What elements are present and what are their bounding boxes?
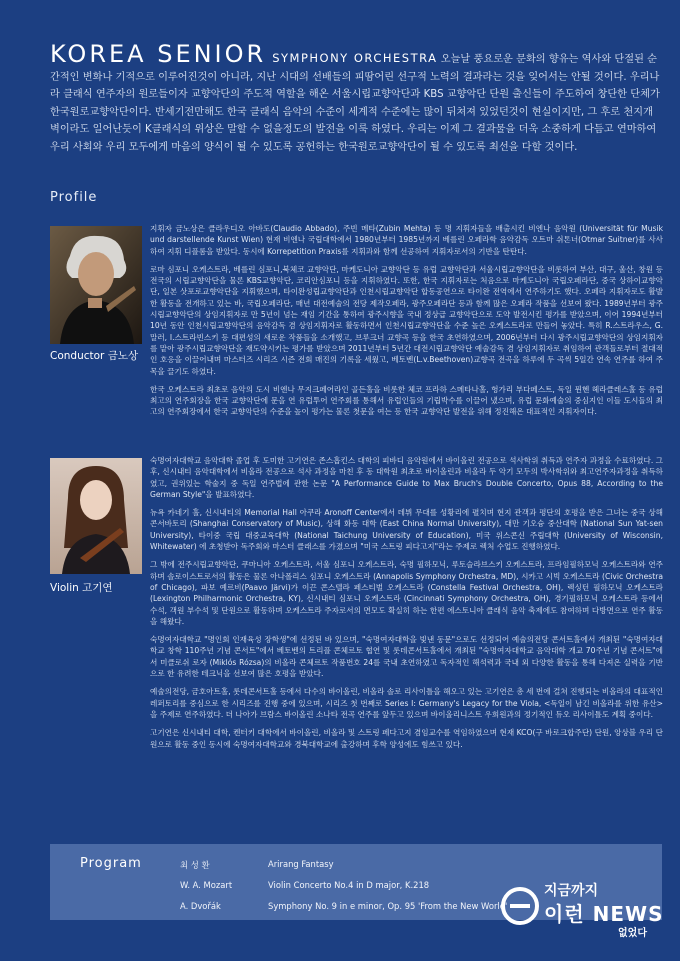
violinist-bio-paragraph: 고기연은 신시내티 대학, 켄터키 대학에서 바이올린, 비올라 및 스트링 페다고지 겸임교수를 역임하였으며 현재 KCO(구 바로크합주단) 단원, 앙상블 우리 단원으로 활동 중인 동시에 숙명여자대학교와 경북대학교에 출강하며 후학 양성에도 힘쓰고 있다. <box>150 728 663 749</box>
title-symphony-orchestra: SYMPHONY ORCHESTRA <box>272 51 438 65</box>
conductor-bio-paragraph: 로마 심포니 오케스트라, 베를린 심포니,북체코 교향악단, 마케도니아 교향악단 등 유럽 교향악단과 서울시립교향악단을 비롯하여 부산, 대구, 울산, 창원 등 전국의 시립교향악단을 물론 KBS교향악단, 코리안심포니 등을 지휘하였다. 또한, 한국 지휘자로는 처음으로 마케도니아 국립오페라단, 중국 상하이교향악단, 일본 삿포로교향악단을 지휘했으며, 타이완성립교향악단과 인천시립교향악단 합동공연으로 타이완 전역에서 연주하기도 했다. 오페라 지휘자로도 활발한 활동을 전개하고 있는 바, 국립오페라단, 매년 대전예술의 전당 제작오페라, 광주오페라단 등과 함께 많은 오페라 작품을 선보여 왔다. 1989년부터 광주시립교향악단의 상임지휘자로 만 5년이 넘는 재임 기간을 통하여 광주시향을 국내 정상급 교향악단으로 도약 발전시킨 평가를 받았으며, 이어 1994년부터 10년 동안 인천시립교향악단의 음악감독 겸 상임지휘자로 활동하면서 인천시립교향악단을 수준 높은 오케스트라로 만들어 놓았다. 특히 R.스트라우스, G.말러, I.스트라빈스키 등 대편성의 새로운 작품들을 소개했고, 브루크너 교향곡 등을 한국 초연하였으며, 2006년부터 다시 광주시립교향악단의 상임지휘자를 맡아 광주시립교향악단을 재도약시키는 평가를 받았으며 2011년부터 5년간 대전시립교향악단 예술감독 겸 상임지휘자로 취임하여 관객들로부터 절대적인 호응을 이끌어내며 마스터즈 시리즈 시즌 전회 매진의 기록을 세웠고, 베토벤(L.v.Beethoven)교향곡 전곡을 하루에 두 곡씩 5일간 연속 연주를 하여 주목을 끌기도 하였다. <box>150 264 664 376</box>
watermark-line2: 이런 NEWS <box>544 902 664 926</box>
program-composer: 최 성 환 <box>180 860 210 870</box>
conductor-photo <box>50 226 142 344</box>
violinist-caption: Violin 고기연 <box>50 582 113 594</box>
news-watermark-logo <box>500 880 670 944</box>
program-work: Arirang Fantasy <box>268 859 334 869</box>
intro-text: 오늘날 풍요로운 문화의 향유는 역사와 단절된 순간적인 변화나 기적으로 이루어진것이 아니라, 지난 시대의 선배들의 피땀어린 선구적 노력의 결과라는 것을 잊어서는 안될 것이다. 우리나라 클래식 연주자의 원로들이자 교향악단의 주도적 역할을 해온 서울시립교향악단과 KBS 교향악단 단원 출신들이 주도하여 창단한 단체가 한국원로교향악단이다. 반세기전만해도 한국 클래식 음악의 수준이 세계적 수준에는 많이 뒤쳐져 있었던것이 현실이지만, 그 후로 천지개벽이라도 일어난듯이 K클래식의 위상은 말할 수 없을정도의 발전을 이룩 하였다. 우리는 이제 그 결과물을 더욱 소중하게 다듬고 연마하여 우리 사회와 우리 모두에게 마음의 양식이 될 수 있도록 공헌하는 한국원로교향악단이 될 수 있도록 최선을 다할 것이다. <box>50 54 660 153</box>
violinist-bio <box>150 455 663 757</box>
violinist-bio-paragraph: 숙명여자대학교 "명인회 인재육성 장학생"에 선정된 바 있으며, "숙명여자대학을 빛낸 동문"으로도 선정되어 예술의전당 콘서트홀에서 개최된 "숙명여자대학교 창학 110주년 기념 콘서트"에서 베토벤의 트리플 콘체르토 협연 및 롯데콘서트홀에서 개최된 "숙명여자대학교 음악대학 개교 70주년 기념 콘서트"에서 미클로쉬 로자 (Miklós Rózsa)의 비올라 콘체르토 작품번호 24를 국내 초연하였고 독자적인 해석력과 국내 외 다양한 활동을 통해 다져온 실력을 기반으로 한 유려한 테크닉을 선보여 많은 호평을 받았다. <box>150 635 663 679</box>
violinist-bio-paragraph: 숙명여자대학교 음악대학 졸업 후 도미한 고기연은 존스홉킨스 대학의 피바디 음악원에서 바이올린 전공으로 석사학위 취득과 연주자 과정을 수료하였다. 그 후, 신시내티 음악대학에서 비올라 전공으로 석사 과정을 마친 후 동 대학원 최초로 바이올린과 비올라 두 악기 모두의 박사학위와 최고연주자과정을 취득하였고, 권위있는 학술지 중 독일 연주법에 관한 논문 "A Performance Guide to Max Bruch's Double Concerto, Opus 88, According to the German Style"을 발표하였다. <box>150 456 663 499</box>
violinist-photo <box>50 458 142 574</box>
program-work: Violin Concerto No.4 in D major, K.218 <box>268 880 430 890</box>
conductor-bio-paragraph: 한국 오케스트라 최초로 음악의 도시 비엔나 무지크페어라인 골든홀을 비롯한 체코 프라하 스메타나홀, 헝가리 부다페스트, 독일 뮌헨 헤라클레스홀 등 유럽최고의 연주회장을 한국 교향악단에 문을 연 유럽투어 연주회를 통해서 유럽인들의 기립박수를 이끌어 냈으며, 유럽 문화예술의 중심지인 이들 도시들의 최고의 연주회장에서 한국 교향악단의 수준을 높이 평가는 물론 첫문을 여는 등 한국 교향악단 발전을 위해 정진해온 대표적인 지휘자이다. <box>150 384 663 417</box>
intro-section <box>50 40 662 157</box>
profile-heading: Profile <box>50 190 98 205</box>
program-work: Symphony No. 9 in e minor, Op. 95 'From the New World' <box>268 901 508 911</box>
watermark-line3: 없었다 <box>618 928 647 939</box>
conductor-bio-paragraph: 지휘자 금노상은 클라우디오 아바도(Claudio Abbado), 주빈 메타(Zubin Mehta) 등 명 지휘자들을 배출시킨 비엔나 음악원 (Universität für Musik und darstellende Kunst Wien) 현재 비엔나 국립대학에서 1980년부터 1985년까지 베를린 오페라학 음악감독 오트마 쉬톤너(Otmar Suitner)를 사사하여 지휘 디플롬을 받았다. 동시에 Korrepetition Praxis를 지휘과와 함께 선공하여 지휘자로서의 기반을 탄탄다. <box>150 224 663 256</box>
violinist-bio-paragraph: 그 밖에 전주시립교향악단, 쿠마니아 오케스트라, 서울 심포니 오케스트라, 숙명 필하모닉, 루토슬라브스키 오케스트라, 프라임필하모닉 오케스트라와 연주하며 솔로이스트로서의 활동은 물론 아나폴리스 심포니 오케스트라 (Annapolis Symphony Orchestra, MD), 시카고 시빅 오케스트라 (Civic Orchestra of Chicago), 파보 예르비(Paavo Järvi)가 이끈 콘스텔라 페스티벌 오케스트라 (Constella Festival Orchestra, OH), 렉싱턴 필하모닉 오케스트라 (Lexington Philharmonic Orchestra, KY), 신시내티 심포니 오케스트라 (Cincinnati Symphony Orchestra, OH), 경기필하모닉 오케스트라 등에서 수석, 객원 부수석 및 단원으로 활동하며 오케스트라 주자로서의 면모도 확실히 하는 한편 에스토니아 클래식 음악 축제에도 참여하며 다방면으로 연주 활동을 해왔다. <box>150 560 663 626</box>
watermark-line1: 지금까지 <box>544 883 599 899</box>
program-composer: A. Dvořák <box>180 901 221 911</box>
violinist-bio-paragraph: 예술의전당, 금호아트홀, 롯데콘서트홀 등에서 다수의 바이올린, 비올라 솔로 리사이틀을 해오고 있는 고기연은 총 세 번에 걸쳐 진행되는 비올라의 대표적인 레퍼토리를 중심으로 한 시리즈를 진행 중에 있으며, 시리즈 첫 번째로 Series I: Germany's Legacy for the Viola, <독일이 남긴 비올라를 위한 유산>을 주제로 연주하였다. 더 나아가 브람스 바이올린 소나타 전곡 연주를 앞두고 있으며 바이올리니스트 우희원과의 정기적인 듀오 리사이틀도 계획 중이다. <box>150 687 663 719</box>
conductor-bio <box>150 223 663 425</box>
conductor-caption: Conductor 금노상 <box>50 350 139 362</box>
program-composer: W. A. Mozart <box>180 880 233 890</box>
news-logo-icon <box>500 886 540 926</box>
title-korea-senior: KOREA SENIOR <box>50 40 267 68</box>
violinist-bio-paragraph: 뉴욕 카네기 홀, 신시내티의 Memorial Hall 아쿠라 Aronoff Center에서 데뷔 무대를 성황리에 펼치며 현지 관객과 평단의 호평을 받은 그녀는 중국 상해 콘서바토리 (Shanghai Conservatory of Music), 상해 화동 대학 (East China Normal University), 대만 기오슝 중산대학 (National Sun Yat-sen University), 타이중 국립 대중교육대학 (National Taichung University of Education), 미국 위스콘신 주립대학 (University of Wisconsin, Whitewater) 에 초청받아 독주회와 마스터 클래스를 가졌으며 "미국 스트링 피다고지"라는 주제로 렉처 수업도 진행하였다. <box>150 508 663 552</box>
program-label: Program <box>80 856 142 871</box>
